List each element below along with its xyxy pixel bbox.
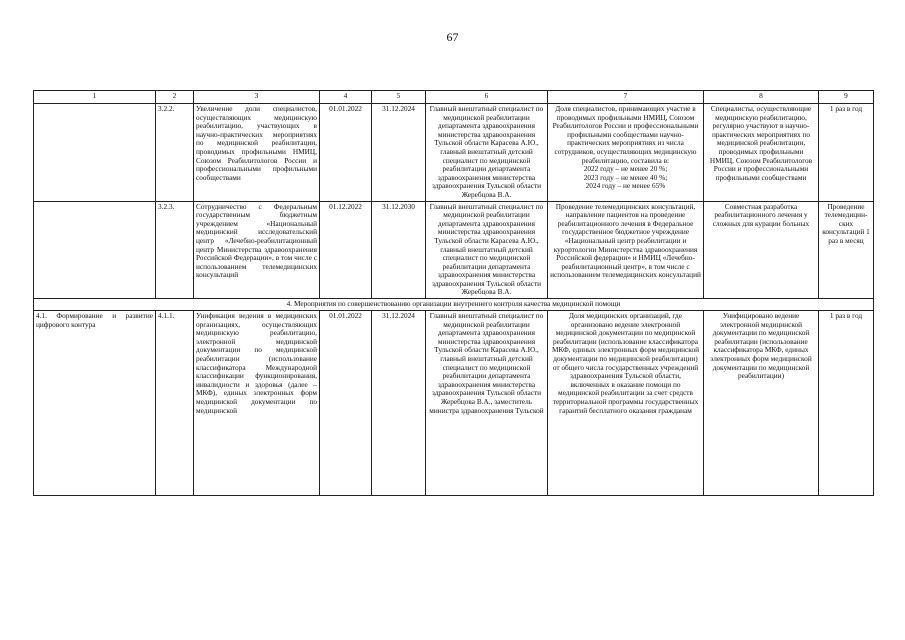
column-header: 3 (194, 91, 320, 104)
column-header: 4 (320, 91, 372, 104)
page-number: 67 (446, 30, 459, 44)
indicator-line: 2023 году – не менее 40 %; (583, 172, 668, 182)
result-cell: Специалисты, осуществляющие медицинскую реабилитацию, регулярно участвуют в научно-практических мероприятиях по медицинской реабилитации, проводимых профильными НМИЦ, Союзом Реабилитологов России и профессиональными профильными сообществами (704, 104, 819, 202)
indicator-text: Доля специалистов, принимающих участие в проводимых профильными НМИЦ, Союзом Реабилитологов России и профессиональными профильными сообществами научно-практических мероприятиях из числа сотрудников, осуществляющих медицинскую реабилитацию, составила в: (552, 104, 699, 165)
indicator-line: 2022 году – не менее 20 %; (583, 164, 668, 174)
item-number: 4.1.1. (156, 311, 194, 496)
column-header: 6 (426, 91, 548, 104)
responsible-cell (426, 311, 548, 496)
task-cell: 4.1. Формирование и развитие цифрового контура (34, 311, 156, 496)
table-row (34, 201, 874, 299)
task-cell (34, 201, 156, 299)
plan-table (33, 90, 874, 496)
activity-title: Увеличение доли специалистов, осуществляющих медицинскую реабилитацию, участвующих в научно-практических мероприятиях по медицинской реабилитации, проводимых профильными НМИЦ, Союзом Реабилитологов России и профессиональными профильными сообществами (194, 104, 320, 202)
section-row (34, 299, 874, 311)
end-date: 31.12.2024 (372, 104, 426, 202)
frequency-cell: 1 раз в год (819, 104, 874, 202)
column-header: 5 (372, 91, 426, 104)
column-header: 2 (156, 91, 194, 104)
column-header: 1 (34, 91, 156, 104)
frequency-cell: 1 раз в год (819, 311, 874, 496)
section-heading: 4. Мероприятия по совершенствованию организации внутреннего контроля качества медицинской помощи (34, 299, 874, 311)
activity-title-text: Унификация ведения в медицинских организациях, осуществляющих медицинскую реабилитацию, электронной медицинской документации по медицинской реабилитации (использование классификатора Международной классификации функционирования, инвалидности и здоровья (далее – МКФ), единых электронных форм медицинской документации по медицинской (196, 312, 317, 415)
responsible-cell: Главный внештатный специалист по медицинской реабилитации департамента здравоохранения министерства здравоохранения Тульской области Карасева А.Ю., главный внештатный детский специалист по медицинской реабилитации департамента здравоохранения министерства здравоохранения Тульской области Жеребцова В.А. (426, 104, 548, 202)
responsible-cell: Главный внештатный специалист по медицинской реабилитации департамента здравоохранения министерства здравоохранения Тульской области Карасева А.Ю., главный внештатный детский специалист по медицинской реабилитации департамента здравоохранения министерства здравоохранения Тульской области Жеребцова В.А. (426, 201, 548, 299)
start-date: 01.12.2022 (320, 201, 372, 299)
end-date: 31.12.2024 (372, 311, 426, 496)
activity-title: Сотрудничество с Федеральным государственным бюджетным учреждением «Национальный медицинский исследовательский центр «Лечебно-реабилитационный центр Министерства здравоохранения Российской Федерации», в том числе с использованием телемедицинских консультаций (194, 201, 320, 299)
column-header: 9 (819, 91, 874, 104)
item-number: 3.2.3. (156, 201, 194, 299)
table-row (34, 311, 874, 496)
column-header: 7 (548, 91, 704, 104)
result-cell: Совместная разработка реабилитационного лечения у сложных для курации больных (704, 201, 819, 299)
indicator-cell: Проведение телемедицинских консультаций, направление пациентов на проведение реабилитационного лечения в Федеральное государственное бюджетное учреждение «Национальный центр реабилитации и курортологии Министерства здравоохранения Российской федерации» и НМИЦ «Лечебно-реабилитационный центр», в том числе с использованием телемедицинских консультаций (548, 201, 704, 299)
responsible-text: Главный внештатный специалист по медицинской реабилитации департамента здравоохранения министерства здравоохранения Тульской области Карасева А.Ю., главный внештатный детский специалист по медицинской реабилитации департамента здравоохранения министерства здравоохранения Тульской области Жеребцова В.А., заместитель министра здравоохранения Тульской (429, 312, 544, 415)
frequency-cell: Проведение телемедицин-ских консультаций 1 раз в месяц (819, 201, 874, 299)
indicator-text: Доля медицинских организаций, где организовано ведение электронной медицинской документации по медицинской реабилитации (использование классификатора МКФ, единых электронных форм медицинской документации по медицинской реабилитации) от общего числа государственных учреждений здравоохранения Тульской области, включенных в оказание помощи по медицинской реабилитации за счет средств территориальной программы государственных гарантий бесплатного оказания гражданам (552, 312, 699, 415)
indicator-cell (548, 311, 704, 496)
start-date: 01.01.2022 (320, 311, 372, 496)
result-cell: Унифицировано ведение электронной медицинской документации по медицинской реабилитации (использование классификатора МКФ, единых электронных форм медицинской документации по медицинской реабилитации) (704, 311, 819, 496)
activity-title (194, 311, 320, 496)
column-header: 8 (704, 91, 819, 104)
indicator-line: 2024 году – не менее 65% (585, 181, 666, 191)
table-row (34, 104, 874, 202)
task-cell (34, 104, 156, 202)
end-date: 31.12.2030 (372, 201, 426, 299)
item-number: 3.2.2. (156, 104, 194, 202)
indicator-cell (548, 104, 704, 202)
header-row (34, 91, 874, 104)
start-date: 01.01.2022 (320, 104, 372, 202)
